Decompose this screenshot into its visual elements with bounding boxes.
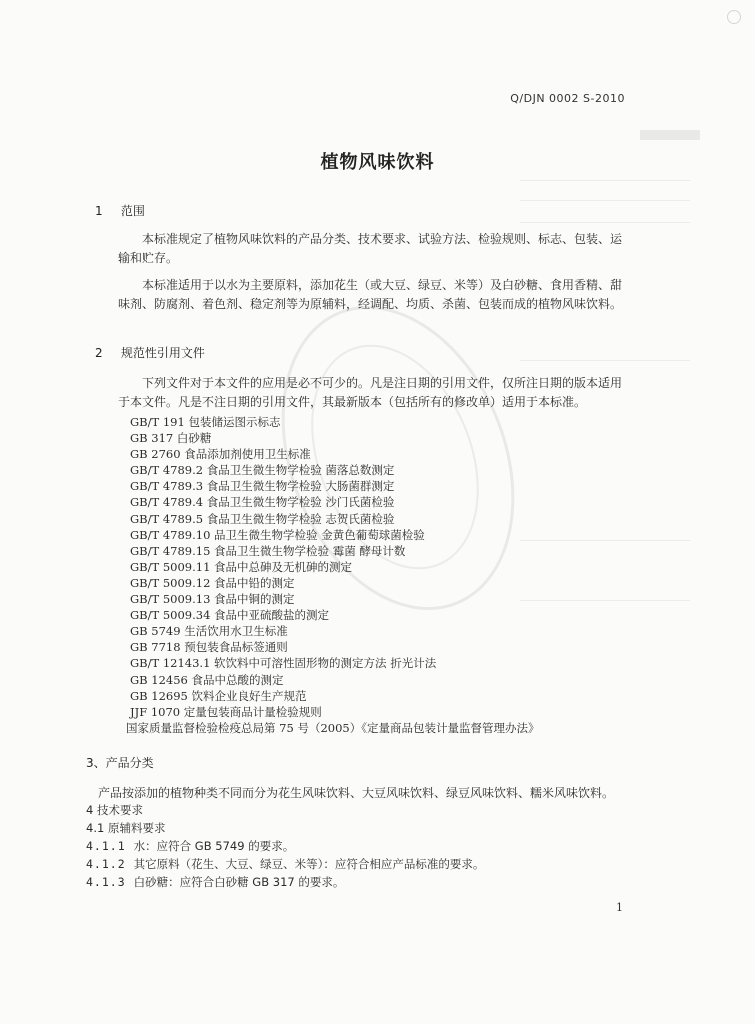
requirement-number: 4.1.3 [86, 875, 126, 889]
reference-item: GB/T 191 包装储运图示标志 [130, 415, 281, 429]
bleed-through [520, 180, 690, 181]
reference-item: GB/T 4789.15 食品卫生微生物学检验 霉菌 酵母计数 [130, 543, 406, 558]
requirement-item [86, 856, 484, 872]
requirement-number: 4.1.1 [86, 839, 126, 853]
reference-item: GB 2760 食品添加剂使用卫生标准 [130, 447, 311, 462]
reference-item: JJF 1070 定量包装商品计量检验规则 [130, 704, 322, 719]
reference-item: GB/T 4789.2 食品卫生微生物学检验 菌落总数测定 [130, 463, 395, 478]
reference-item: GB/T 4789.4 食品卫生微生物学检验 沙门氏菌检验 [130, 495, 395, 510]
reference-item: GB/T 5009.34 食品中亚硫酸盐的测定 [130, 608, 330, 623]
section-heading-references [95, 344, 205, 361]
requirement-item [86, 838, 294, 854]
requirement-text: 白砂糖：应符合白砂糖 GB 317 的要求。 [133, 875, 345, 889]
requirement-text: 其它原料（花生、大豆、绿豆、米等）：应符合相应产品标准的要求。 [133, 857, 485, 871]
requirement-text: 水：应符合 GB 5749 的要求。 [133, 839, 295, 853]
reference-item: GB/T 4789.5 食品卫生微生物学检验 志贺氏菌检验 [130, 511, 395, 526]
section-heading-requirements: 4 技术要求 [86, 803, 143, 817]
requirement-number: 4.1.2 [86, 857, 126, 871]
bleed-through [640, 130, 700, 140]
reference-list [126, 414, 540, 736]
references-intro: 下列文件对于本文件的应用是必不可少的。凡是注日期的引用文件，仅所注日期的版本适用于本文件。凡是不注日期的引用文件，其最新版本（包括所有的修改单）适用于本标准。 [118, 376, 623, 409]
bleed-through [520, 600, 690, 601]
requirement-item [86, 874, 344, 890]
reference-item: 国家质量监督检验检疫总局第 75 号（2005）《定量商品包装计量监督管理办法》 [126, 720, 540, 735]
bleed-through [520, 540, 690, 541]
scope-paragraph-1: 本标准规定了植物风味饮料的产品分类、技术要求、试验方法、检验规则、标志、包装、运输和贮存。 [118, 232, 623, 265]
reference-item: GB/T 4789.10 品卫生微生物学检验 金黄色葡萄球菌检验 [130, 527, 425, 542]
reference-item: GB 7718 预包装食品标签通则 [130, 640, 288, 655]
bleed-through [520, 360, 690, 361]
bleed-through [520, 222, 690, 223]
reference-item: GB/T 12143.1 软饮料中可溶性固形物的测定方法 折光计法 [130, 656, 437, 671]
section-title: 范围 [120, 204, 145, 218]
scope-paragraph-2: 本标准适用于以水为主要原料，添加花生（或大豆、绿豆、米等）及白砂糖、食用香精、甜味剂、防腐剂、着色剂、稳定剂等为原辅料，经调配、均质、杀菌、包装而成的植物风味饮料。 [118, 278, 623, 311]
section-heading-scope [95, 202, 145, 219]
page-title: 植物风味饮料 [320, 152, 435, 173]
subsection-heading-raw-materials: 4.1 原辅料要求 [86, 821, 166, 835]
document-code: Q/DJN 0002 S-2010 [510, 92, 625, 105]
section-heading-classification: 3、产品分类 [86, 756, 154, 770]
bleed-through [520, 200, 690, 201]
reference-item: GB/T 5009.13 食品中铜的测定 [130, 592, 295, 607]
page-number: 1 [616, 901, 623, 914]
section-number: 2 [95, 346, 103, 360]
section-title: 规范性引用文件 [120, 346, 205, 360]
reference-item: GB 12695 饮料企业良好生产规范 [130, 688, 307, 703]
classification-paragraph: 产品按添加的植物种类不同而分为花生风味饮料、大豆风味饮料、绿豆风味饮料、糯米风味饮料。 [98, 786, 615, 800]
reference-item: GB/T 5009.12 食品中铅的测定 [130, 575, 295, 590]
section-number: 1 [95, 204, 103, 218]
reference-item: GB 5749 生活饮用水卫生标准 [130, 624, 288, 639]
reference-item: GB 12456 食品中总酸的测定 [130, 672, 284, 687]
reference-item: GB 317 白砂糖 [130, 431, 212, 446]
scan-mark [715, 0, 755, 40]
reference-item: GB/T 5009.11 食品中总砷及无机砷的测定 [130, 559, 353, 574]
reference-item: GB/T 4789.3 食品卫生微生物学检验 大肠菌群测定 [130, 479, 395, 494]
